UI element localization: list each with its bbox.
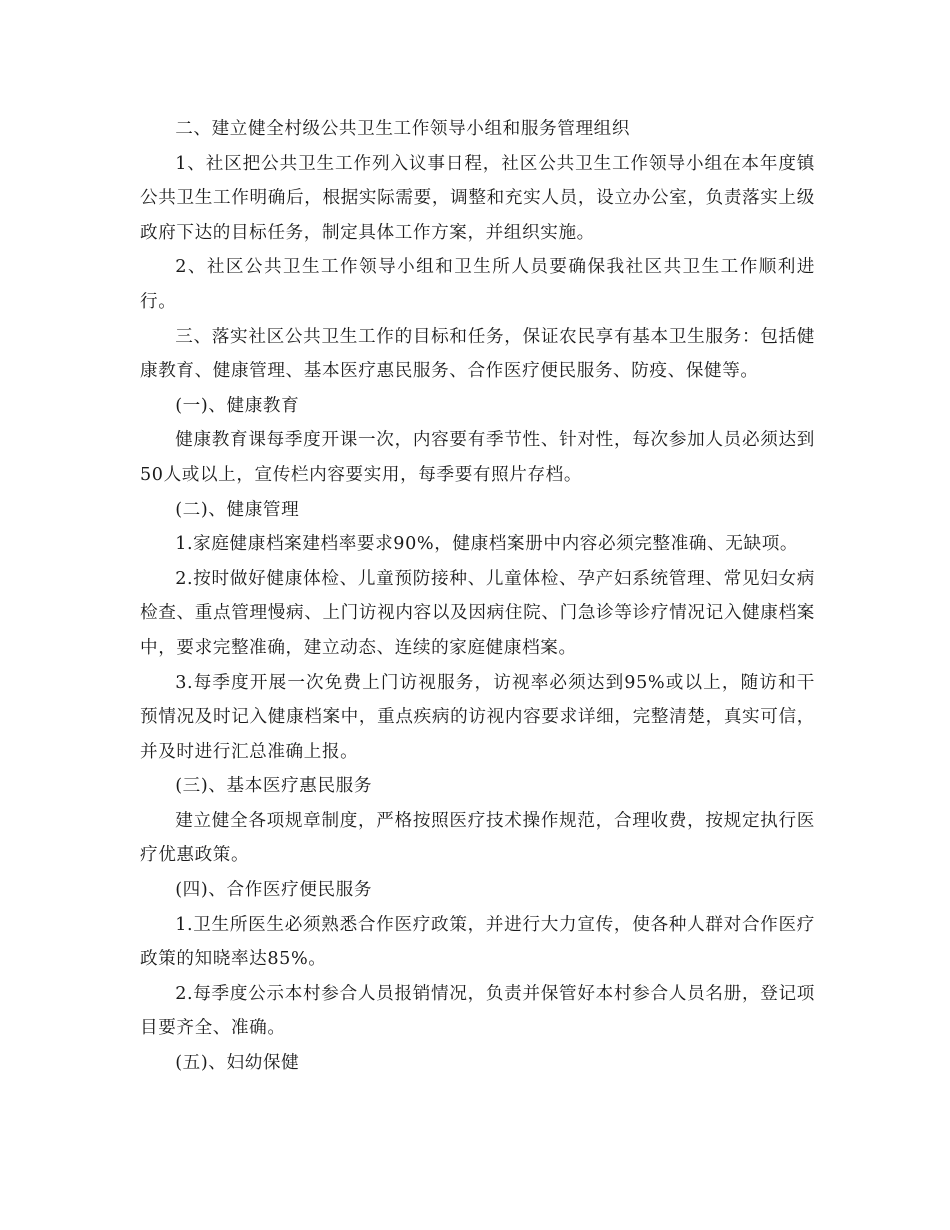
body-paragraph: 健康教育课每季度开课一次，内容要有季节性、针对性，每次参加人员必须达到50人或以上，宣传栏内容要实用，每季要有照片存档。 bbox=[140, 430, 815, 485]
body-paragraph: 建立健全各项规章制度，严格按照医疗技术操作规范，合理收费，按规定执行医疗优惠政策。 bbox=[140, 810, 815, 866]
subsection-heading-health-management: (二)、健康管理 bbox=[175, 499, 300, 520]
body-paragraph: 2.每季度公示本村参合人员报销情况，负责并保管好本村参合人员名册，登记项目要齐全、准确。 bbox=[140, 983, 815, 1039]
subsection-heading-maternal-child-health: (五)、妇幼保健 bbox=[175, 1053, 300, 1074]
body-paragraph: 2、社区公共卫生工作领导小组和卫生所人员要确保我社区共卫生工作顺利进行。 bbox=[140, 257, 815, 312]
subsection-heading-basic-medical-service: (三)、基本医疗惠民服务 bbox=[175, 776, 373, 797]
document-page bbox=[140, 112, 815, 1081]
section-heading-3: 三、落实社区公共卫生工作的目标和任务，保证农民享有基本卫生服务：包括健康教育、健康管理、基本医疗惠民服务、合作医疗便民服务、防疫、保健等。 bbox=[140, 326, 815, 382]
body-paragraph: 2.按时做好健康体检、儿童预防接种、儿童体检、孕产妇系统管理、常见妇女病检查、重点管理慢病、上门访视内容以及因病住院、门急诊等诊疗情况记入健康档案中，要求完整准确，建立动态、连续的家庭健康档案。 bbox=[140, 568, 815, 658]
body-paragraph: 1、社区把公共卫生工作列入议事日程，社区公共卫生工作领导小组在本年度镇公共卫生工作明确后，根据实际需要，调整和充实人员，设立办公室，负责落实上级政府下达的目标任务，制定具体工作方案，并组织实施。 bbox=[140, 153, 815, 243]
body-paragraph: 1.卫生所医生必须熟悉合作医疗政策，并进行大力宣传，使各种人群对合作医疗政策的知晓率达85%。 bbox=[140, 914, 815, 970]
body-paragraph: 1.家庭健康档案建档率要求90%，健康档案册中内容必须完整准确、无缺项。 bbox=[175, 534, 799, 555]
subsection-heading-cooperative-medical-service: (四)、合作医疗便民服务 bbox=[175, 880, 373, 901]
subsection-heading-health-education: (一)、健康教育 bbox=[175, 395, 300, 416]
section-heading-2: 二、建立健全村级公共卫生工作领导小组和服务管理组织 bbox=[175, 119, 631, 139]
body-paragraph: 3.每季度开展一次免费上门访视服务，访视率必须达到95%或以上，随访和干预情况及时记入健康档案中，重点疾病的访视内容要求详细，完整清楚，真实可信，并及时进行汇总准确上报。 bbox=[140, 672, 815, 762]
